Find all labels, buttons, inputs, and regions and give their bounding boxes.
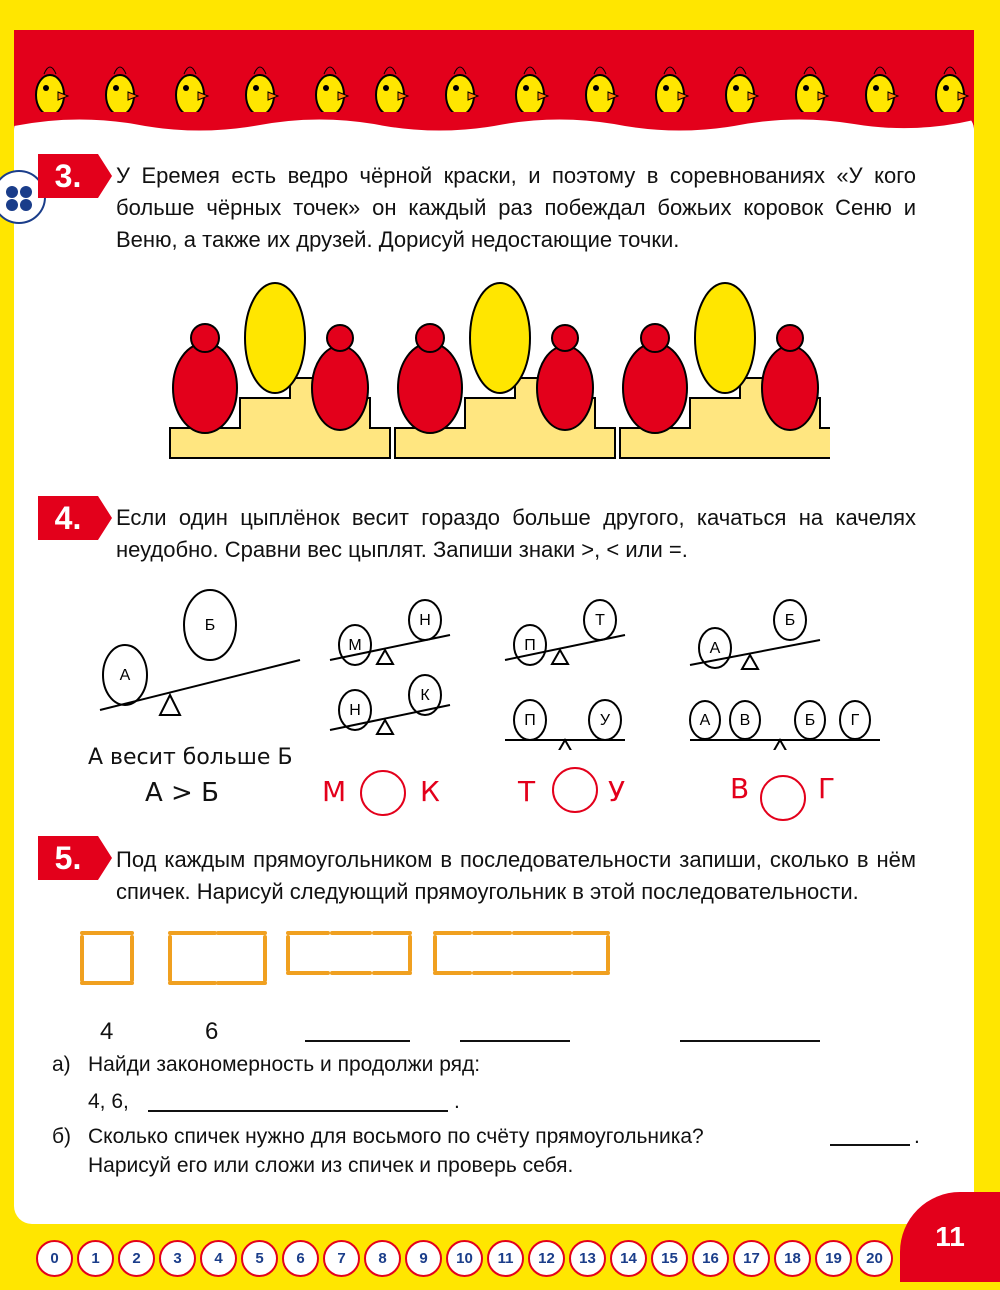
chick-label: А [709, 640, 721, 657]
question-b-text: Сколько спичек нужно для восьмого по счёту прямоугольника? [88, 1125, 704, 1148]
seesaw-chicks-illustration [80, 580, 920, 750]
chick-label: Б [804, 712, 816, 729]
next-rectangle-blank[interactable] [680, 1040, 820, 1042]
task-4-text: Если один цыплёнок весит гораздо больше другого, качаться на качелях неудобно. Сравни вес цыплят. Запиши знаки >, < или =. [116, 505, 916, 562]
number-circle: 3 [159, 1240, 196, 1277]
matchstick-rectangles [70, 925, 630, 995]
task-5-number: 5. [38, 836, 98, 880]
number-circle: 2 [118, 1240, 155, 1277]
pair-2-answer-circle[interactable] [552, 767, 598, 813]
chick-label: А [119, 667, 131, 684]
chick-label: Б [784, 612, 796, 629]
chick-label: Н [419, 612, 431, 629]
question-b-end: . [914, 1125, 920, 1148]
question-b-text2: Нарисуй его или сложи из спичек и проверь себя. [88, 1154, 574, 1177]
pair-3-left: В [730, 772, 750, 805]
number-circle: 15 [651, 1240, 688, 1277]
number-circle: 0 [36, 1240, 73, 1277]
number-circle: 1 [77, 1240, 114, 1277]
pair-2-right: У [608, 775, 626, 808]
chick-label: Г [850, 712, 860, 729]
number-circle: 6 [282, 1240, 319, 1277]
question-a-text: Найди закономерность и продолжи ряд: [88, 1053, 481, 1076]
match-count-4-blank[interactable] [460, 1040, 570, 1042]
number-circle: 4 [200, 1240, 237, 1277]
pair-1-right: К [420, 775, 440, 808]
question-a-end: . [454, 1090, 460, 1113]
pair-2-left: Т [518, 775, 536, 808]
number-circle: 11 [487, 1240, 524, 1277]
banner-wave [14, 112, 974, 142]
number-circle: 12 [528, 1240, 565, 1277]
number-circle: 20 [856, 1240, 893, 1277]
match-count-1: 4 [100, 1018, 114, 1045]
number-circle: 5 [241, 1240, 278, 1277]
number-circle: 18 [774, 1240, 811, 1277]
number-circle: 7 [323, 1240, 360, 1277]
page-number: 11 [900, 1192, 1000, 1282]
question-a-label: а) [52, 1053, 71, 1076]
number-circle: 14 [610, 1240, 647, 1277]
ladybugs-podium-illustration [150, 268, 830, 478]
chick-label: П [524, 637, 536, 654]
number-line [36, 1240, 893, 1277]
number-circle: 17 [733, 1240, 770, 1277]
question-b-label: б) [52, 1125, 72, 1148]
task-3-number: 3. [38, 154, 98, 198]
pair-3-answer-circle[interactable] [760, 775, 806, 821]
series-answer-blank[interactable] [148, 1110, 448, 1112]
pair-1-left: М [322, 775, 347, 808]
chick-label: У [599, 712, 611, 729]
example-statement: А весит больше Б [88, 745, 293, 770]
chick-label: Б [204, 617, 216, 634]
task-3-text: У Еремея есть ведро чёрной краски, и поэтому в соревнованиях «У кого больше чёрных точек» он каждый раз побеждал божьих коровок Сеню и Веню, а также их друзей. Дорисуй недостающие точки. [116, 163, 916, 252]
number-circle: 19 [815, 1240, 852, 1277]
chick-label: М [348, 637, 362, 654]
number-circle: 13 [569, 1240, 606, 1277]
task-5-text: Под каждым прямоугольником в последовательности запиши, сколько в нём спичек. Нарисуй следующий прямоугольник в этой последовательности. [116, 847, 916, 904]
chick-label: А [699, 712, 711, 729]
match-count-2: 6 [205, 1018, 219, 1045]
chick-label: Т [595, 612, 605, 629]
question-a-series: 4, 6, [88, 1090, 129, 1113]
number-circle: 9 [405, 1240, 442, 1277]
number-circle: 16 [692, 1240, 729, 1277]
pair-1-answer-circle[interactable] [360, 770, 406, 816]
example-comparison: А > Б [145, 778, 219, 808]
chick-label: К [420, 687, 430, 704]
pair-3-right: Г [818, 772, 836, 805]
chick-label: П [524, 712, 536, 729]
number-circle: 10 [446, 1240, 483, 1277]
task-4-number: 4. [38, 496, 98, 540]
number-circle: 8 [364, 1240, 401, 1277]
chick-label: В [739, 712, 751, 729]
chick-label: Н [349, 702, 361, 719]
match-count-3-blank[interactable] [305, 1040, 410, 1042]
question-b-answer-blank[interactable] [830, 1144, 910, 1146]
